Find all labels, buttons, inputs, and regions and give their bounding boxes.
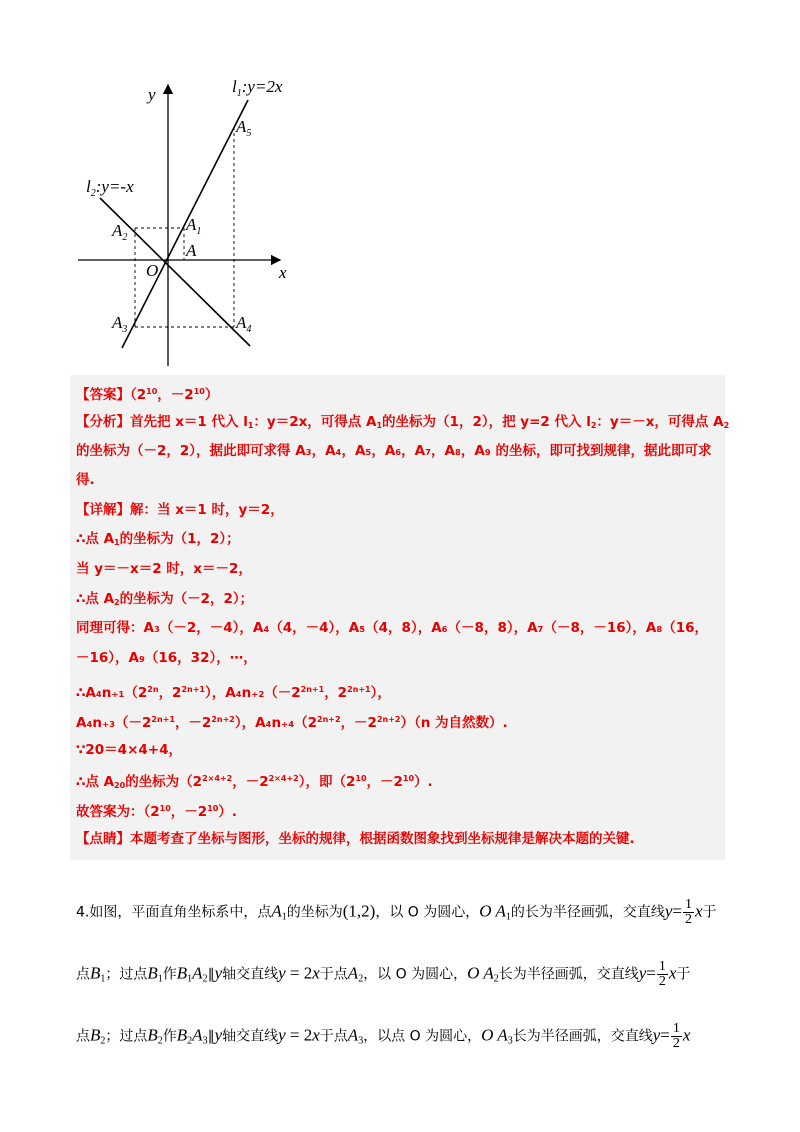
detail-line-7: $\therefore A_4n_{+1}(2^{2n}$，$2^{2n+1}$），$A_4n_{+2}(-2^{2n+1}$，$2^{2n+1}$），: [76, 685, 391, 701]
analysis-line-2: 的坐标为（－2，2），据此即可求得 A₃，A₄，A₅，A₆，A₇，A₈，A₉ 的坐标，即可找到规律，据此即可求: [76, 443, 712, 459]
detail-line-11: 故答案为：（$2^{10}$，$-2^{10}$）.: [76, 804, 237, 820]
question-line-1: 4.如图，平面直角坐标系中，点$A_1$的坐标为(1,2)，以 O 为圆心，O $A_1$的长为半径画弧，交直线y= $\frac{1}{2}$ x于: [76, 897, 717, 927]
coordinate-figure: [60, 70, 320, 380]
point-a1-label: $A_1$: [186, 215, 202, 237]
y-axis-label: y: [148, 85, 156, 104]
comment-line: 【点睛】本题考查了坐标与图形，坐标的规律，根据函数图象找到坐标规律是解决本题的关键.: [76, 831, 635, 847]
fraction-half-3: $\frac{1}{2}$: [672, 1021, 680, 1051]
question-line-2: 点$B_1$；过点$B_1$作$B_1A_2\parallel y$轴交直线y = 2x于点$A_2$，以 O 为圆心，O $A_2$长为半径画弧，交直线y= $\frac{1}{2}$ x于: [76, 959, 691, 989]
detail-line-10: ∴点 $A_{20}$的坐标为（$2^{2\times 4+2}$，$-2^{2\times 4+2}$），即（$2^{10}$，$-2^{10}$）.: [76, 774, 433, 790]
point-a5-label: $A_5$: [236, 117, 252, 139]
fraction-half: $\frac{1}{2}$: [685, 897, 692, 927]
detail-line-2: ∴点 $A_1$的坐标为（1，2）；: [76, 531, 240, 547]
fraction-half-2: $\frac{1}{2}$: [658, 959, 666, 989]
detail-line-8: $A_4n_{+3}(-2^{2n+1}$，$-2^{2n+2}$），$A_4n_{+4}(2^{2n+2}$，$-2^{2n+2})(n$ 为自然数）.: [76, 715, 508, 731]
detail-line-4: ∴点 $A_2$的坐标为（－2，2）；: [76, 591, 254, 607]
point-a2-label: $A_2$: [112, 221, 128, 243]
analysis-line-3: 得.: [76, 472, 95, 488]
x-axis-label: x: [279, 263, 287, 282]
detail-line-9: ∵20＝4×4+4，: [76, 742, 182, 758]
detail-line-3: 当 y＝－x＝2 时，x＝－2，: [76, 561, 252, 577]
origin-label: O: [146, 261, 159, 280]
question-line-3: 点$B_2$；过点$B_2$作$B_2A_3\parallel y$轴交直线y = 2x于点$A_3$，以点 O 为圆心，O $A_3$长为半径画弧，交直线y= $\frac{1}{2}$ x: [76, 1021, 691, 1051]
detail-line-6: －16），A₉（16，32），⋯，: [76, 650, 257, 666]
detail-line-1: 【详解】解：当 x＝1 时，y＝2，: [76, 502, 284, 518]
answer-line: 【答案】（$2^{10}$，$-2^{10}$）: [76, 387, 219, 403]
point-a3-label: $A_3$: [112, 313, 128, 335]
point-a4-label: $A_4$: [236, 313, 252, 335]
line-l1: [122, 100, 248, 348]
detail-line-5: 同理可得：A₃（－2，－4），A₄（4，－4），A₅（4，8），A₆（－8，8），A₇（－8，－16），A₈（16，: [76, 620, 709, 636]
analysis-line-1: 【分析】首先把 x＝1 代入 $l_1$：y＝2x，可得点 $A_1$的坐标为（1，2），把 y=2 代入 $l_2$：y＝－x，可得点 $A_2$: [76, 414, 730, 430]
l2-label: $l_2:y=-x$: [86, 177, 134, 199]
point-a-label: A: [186, 241, 197, 260]
l1-label: $l_1:y=2x$: [232, 77, 283, 99]
